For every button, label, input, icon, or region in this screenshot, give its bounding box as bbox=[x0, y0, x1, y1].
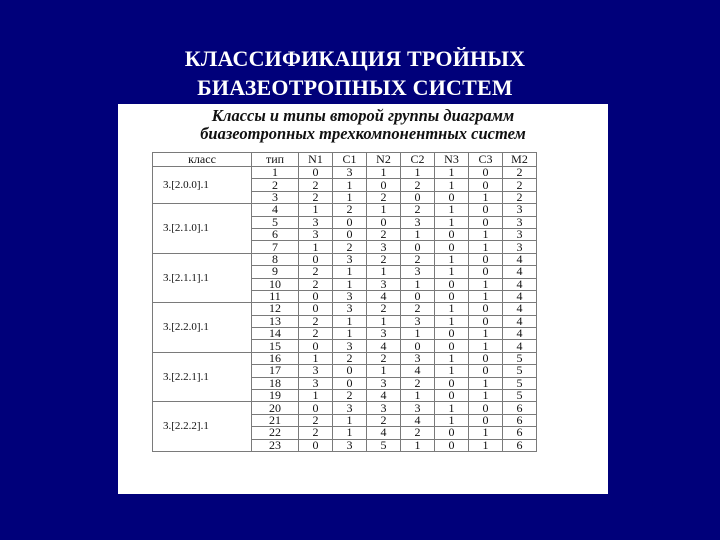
value-cell: 1 bbox=[333, 427, 367, 439]
value-cell: 1 bbox=[469, 439, 503, 451]
value-cell: 3 bbox=[333, 167, 367, 179]
type-cell: 8 bbox=[252, 253, 299, 265]
column-header: C2 bbox=[401, 153, 435, 167]
value-cell: 1 bbox=[469, 427, 503, 439]
value-cell: 6 bbox=[503, 427, 537, 439]
type-cell: 5 bbox=[252, 216, 299, 228]
value-cell: 4 bbox=[367, 390, 401, 402]
value-cell: 3 bbox=[333, 253, 367, 265]
type-cell: 6 bbox=[252, 228, 299, 240]
value-cell: 1 bbox=[367, 365, 401, 377]
value-cell: 0 bbox=[299, 439, 333, 451]
value-cell: 5 bbox=[503, 352, 537, 364]
type-cell: 23 bbox=[252, 439, 299, 451]
class-cell: 3.[2.2.2].1 bbox=[153, 402, 252, 452]
value-cell: 2 bbox=[333, 352, 367, 364]
value-cell: 2 bbox=[367, 191, 401, 203]
value-cell: 2 bbox=[367, 352, 401, 364]
value-cell: 2 bbox=[299, 266, 333, 278]
class-cell: 3.[2.2.0].1 bbox=[153, 303, 252, 353]
value-cell: 1 bbox=[469, 228, 503, 240]
value-cell: 1 bbox=[333, 179, 367, 191]
value-cell: 1 bbox=[401, 228, 435, 240]
table-row bbox=[153, 167, 537, 179]
type-cell: 2 bbox=[252, 179, 299, 191]
value-cell: 1 bbox=[435, 402, 469, 414]
column-header: N1 bbox=[299, 153, 333, 167]
value-cell: 0 bbox=[299, 402, 333, 414]
value-cell: 1 bbox=[299, 241, 333, 253]
value-cell: 1 bbox=[469, 241, 503, 253]
value-cell: 1 bbox=[435, 266, 469, 278]
value-cell: 1 bbox=[435, 315, 469, 327]
table-header-row bbox=[153, 153, 537, 167]
table-row bbox=[153, 402, 537, 414]
value-cell: 2 bbox=[299, 315, 333, 327]
value-cell: 3 bbox=[367, 328, 401, 340]
table-image-panel bbox=[118, 104, 608, 494]
value-cell: 0 bbox=[401, 340, 435, 352]
value-cell: 0 bbox=[469, 216, 503, 228]
column-header: класс bbox=[153, 153, 252, 167]
value-cell: 1 bbox=[469, 191, 503, 203]
type-cell: 3 bbox=[252, 191, 299, 203]
value-cell: 3 bbox=[333, 303, 367, 315]
value-cell: 0 bbox=[299, 167, 333, 179]
value-cell: 3 bbox=[367, 377, 401, 389]
value-cell: 0 bbox=[299, 303, 333, 315]
table-body bbox=[153, 167, 537, 452]
value-cell: 0 bbox=[435, 278, 469, 290]
value-cell: 1 bbox=[435, 179, 469, 191]
value-cell: 1 bbox=[469, 278, 503, 290]
class-cell: 3.[2.1.1].1 bbox=[153, 253, 252, 303]
value-cell: 3 bbox=[367, 278, 401, 290]
value-cell: 0 bbox=[401, 290, 435, 302]
value-cell: 0 bbox=[435, 439, 469, 451]
value-cell: 2 bbox=[333, 204, 367, 216]
value-cell: 6 bbox=[503, 439, 537, 451]
class-cell: 3.[2.0.0].1 bbox=[153, 167, 252, 204]
value-cell: 4 bbox=[503, 290, 537, 302]
value-cell: 4 bbox=[503, 278, 537, 290]
value-cell: 1 bbox=[333, 278, 367, 290]
value-cell: 3 bbox=[503, 204, 537, 216]
value-cell: 1 bbox=[469, 340, 503, 352]
value-cell: 0 bbox=[401, 191, 435, 203]
column-header: N2 bbox=[367, 153, 401, 167]
value-cell: 1 bbox=[435, 253, 469, 265]
value-cell: 2 bbox=[401, 179, 435, 191]
value-cell: 3 bbox=[299, 365, 333, 377]
value-cell: 3 bbox=[401, 266, 435, 278]
value-cell: 3 bbox=[401, 352, 435, 364]
value-cell: 0 bbox=[435, 290, 469, 302]
value-cell: 0 bbox=[469, 365, 503, 377]
value-cell: 2 bbox=[367, 303, 401, 315]
value-cell: 1 bbox=[401, 439, 435, 451]
value-cell: 2 bbox=[401, 427, 435, 439]
value-cell: 1 bbox=[469, 377, 503, 389]
value-cell: 2 bbox=[299, 179, 333, 191]
page-number: 28 bbox=[645, 500, 657, 511]
type-cell: 16 bbox=[252, 352, 299, 364]
value-cell: 2 bbox=[367, 414, 401, 426]
value-cell: 0 bbox=[435, 241, 469, 253]
value-cell: 2 bbox=[367, 228, 401, 240]
value-cell: 1 bbox=[401, 390, 435, 402]
type-cell: 11 bbox=[252, 290, 299, 302]
value-cell: 0 bbox=[435, 328, 469, 340]
value-cell: 3 bbox=[333, 439, 367, 451]
value-cell: 0 bbox=[469, 315, 503, 327]
value-cell: 0 bbox=[469, 402, 503, 414]
value-cell: 0 bbox=[469, 253, 503, 265]
value-cell: 0 bbox=[367, 179, 401, 191]
value-cell: 1 bbox=[333, 328, 367, 340]
type-cell: 18 bbox=[252, 377, 299, 389]
value-cell: 5 bbox=[503, 390, 537, 402]
class-cell: 3.[2.1.0].1 bbox=[153, 204, 252, 254]
value-cell: 5 bbox=[503, 377, 537, 389]
value-cell: 2 bbox=[503, 191, 537, 203]
value-cell: 3 bbox=[367, 241, 401, 253]
value-cell: 0 bbox=[299, 253, 333, 265]
value-cell: 5 bbox=[503, 365, 537, 377]
value-cell: 2 bbox=[299, 191, 333, 203]
value-cell: 2 bbox=[503, 179, 537, 191]
value-cell: 0 bbox=[435, 228, 469, 240]
table-row bbox=[153, 303, 537, 315]
type-cell: 1 bbox=[252, 167, 299, 179]
class-cell: 3.[2.2.1].1 bbox=[153, 352, 252, 402]
value-cell: 4 bbox=[367, 340, 401, 352]
value-cell: 4 bbox=[503, 328, 537, 340]
type-cell: 19 bbox=[252, 390, 299, 402]
value-cell: 1 bbox=[435, 167, 469, 179]
value-cell: 2 bbox=[299, 328, 333, 340]
value-cell: 2 bbox=[401, 204, 435, 216]
value-cell: 4 bbox=[503, 340, 537, 352]
value-cell: 1 bbox=[435, 365, 469, 377]
table-caption-line-2: биазеотропных трехкомпонентных систем bbox=[200, 124, 526, 143]
value-cell: 1 bbox=[333, 315, 367, 327]
value-cell: 4 bbox=[503, 315, 537, 327]
value-cell: 1 bbox=[367, 266, 401, 278]
type-cell: 22 bbox=[252, 427, 299, 439]
type-cell: 14 bbox=[252, 328, 299, 340]
value-cell: 0 bbox=[469, 167, 503, 179]
slide-title-line-1: КЛАССИФИКАЦИЯ ТРОЙНЫХ bbox=[184, 46, 526, 71]
value-cell: 1 bbox=[469, 290, 503, 302]
value-cell: 1 bbox=[435, 216, 469, 228]
value-cell: 0 bbox=[333, 365, 367, 377]
value-cell: 0 bbox=[435, 390, 469, 402]
value-cell: 3 bbox=[299, 216, 333, 228]
value-cell: 1 bbox=[435, 303, 469, 315]
value-cell: 1 bbox=[299, 390, 333, 402]
table-row bbox=[153, 352, 537, 364]
value-cell: 3 bbox=[401, 315, 435, 327]
value-cell: 2 bbox=[401, 303, 435, 315]
value-cell: 2 bbox=[299, 414, 333, 426]
type-cell: 9 bbox=[252, 266, 299, 278]
column-header: M2 bbox=[503, 153, 537, 167]
value-cell: 2 bbox=[367, 253, 401, 265]
value-cell: 1 bbox=[333, 191, 367, 203]
value-cell: 0 bbox=[469, 414, 503, 426]
value-cell: 3 bbox=[503, 241, 537, 253]
value-cell: 1 bbox=[333, 266, 367, 278]
value-cell: 3 bbox=[503, 216, 537, 228]
value-cell: 1 bbox=[401, 328, 435, 340]
type-cell: 7 bbox=[252, 241, 299, 253]
value-cell: 6 bbox=[503, 414, 537, 426]
value-cell: 3 bbox=[333, 340, 367, 352]
value-cell: 3 bbox=[333, 290, 367, 302]
value-cell: 1 bbox=[435, 204, 469, 216]
value-cell: 3 bbox=[299, 228, 333, 240]
table-caption bbox=[124, 107, 602, 143]
column-header: C3 bbox=[469, 153, 503, 167]
value-cell: 3 bbox=[333, 402, 367, 414]
value-cell: 5 bbox=[367, 439, 401, 451]
value-cell: 1 bbox=[299, 204, 333, 216]
value-cell: 4 bbox=[503, 253, 537, 265]
column-header: N3 bbox=[435, 153, 469, 167]
value-cell: 0 bbox=[333, 377, 367, 389]
type-cell: 10 bbox=[252, 278, 299, 290]
value-cell: 4 bbox=[401, 414, 435, 426]
value-cell: 4 bbox=[367, 427, 401, 439]
value-cell: 0 bbox=[469, 204, 503, 216]
value-cell: 0 bbox=[469, 352, 503, 364]
type-cell: 15 bbox=[252, 340, 299, 352]
value-cell: 3 bbox=[367, 402, 401, 414]
classification-table bbox=[152, 152, 537, 452]
value-cell: 3 bbox=[401, 402, 435, 414]
value-cell: 0 bbox=[469, 179, 503, 191]
value-cell: 4 bbox=[401, 365, 435, 377]
value-cell: 1 bbox=[435, 352, 469, 364]
value-cell: 2 bbox=[299, 427, 333, 439]
value-cell: 1 bbox=[367, 204, 401, 216]
value-cell: 3 bbox=[299, 377, 333, 389]
value-cell: 1 bbox=[469, 328, 503, 340]
value-cell: 1 bbox=[401, 167, 435, 179]
value-cell: 0 bbox=[435, 191, 469, 203]
value-cell: 0 bbox=[469, 266, 503, 278]
type-cell: 12 bbox=[252, 303, 299, 315]
type-cell: 20 bbox=[252, 402, 299, 414]
slide-title-line-2: БИАЗЕОТРОПНЫХ СИСТЕМ bbox=[197, 75, 513, 100]
value-cell: 0 bbox=[435, 340, 469, 352]
value-cell: 1 bbox=[299, 352, 333, 364]
value-cell: 0 bbox=[333, 216, 367, 228]
value-cell: 6 bbox=[503, 402, 537, 414]
value-cell: 0 bbox=[435, 427, 469, 439]
value-cell: 2 bbox=[333, 390, 367, 402]
value-cell: 3 bbox=[503, 228, 537, 240]
column-header: тип bbox=[252, 153, 299, 167]
value-cell: 1 bbox=[401, 278, 435, 290]
value-cell: 1 bbox=[367, 315, 401, 327]
value-cell: 0 bbox=[299, 290, 333, 302]
value-cell: 4 bbox=[503, 303, 537, 315]
slide-title bbox=[120, 44, 590, 102]
table-row bbox=[153, 253, 537, 265]
type-cell: 4 bbox=[252, 204, 299, 216]
value-cell: 0 bbox=[401, 241, 435, 253]
value-cell: 2 bbox=[503, 167, 537, 179]
type-cell: 13 bbox=[252, 315, 299, 327]
value-cell: 4 bbox=[503, 266, 537, 278]
column-header: C1 bbox=[333, 153, 367, 167]
value-cell: 1 bbox=[333, 414, 367, 426]
value-cell: 4 bbox=[367, 290, 401, 302]
table-row bbox=[153, 204, 537, 216]
value-cell: 2 bbox=[299, 278, 333, 290]
type-cell: 17 bbox=[252, 365, 299, 377]
value-cell: 1 bbox=[435, 414, 469, 426]
value-cell: 0 bbox=[299, 340, 333, 352]
value-cell: 0 bbox=[367, 216, 401, 228]
value-cell: 1 bbox=[469, 390, 503, 402]
value-cell: 3 bbox=[401, 216, 435, 228]
value-cell: 1 bbox=[367, 167, 401, 179]
value-cell: 0 bbox=[469, 303, 503, 315]
table-caption-line-1: Классы и типы второй группы диаграмм bbox=[211, 106, 515, 125]
type-cell: 21 bbox=[252, 414, 299, 426]
value-cell: 2 bbox=[401, 253, 435, 265]
value-cell: 0 bbox=[435, 377, 469, 389]
value-cell: 2 bbox=[401, 377, 435, 389]
value-cell: 0 bbox=[333, 228, 367, 240]
value-cell: 2 bbox=[333, 241, 367, 253]
